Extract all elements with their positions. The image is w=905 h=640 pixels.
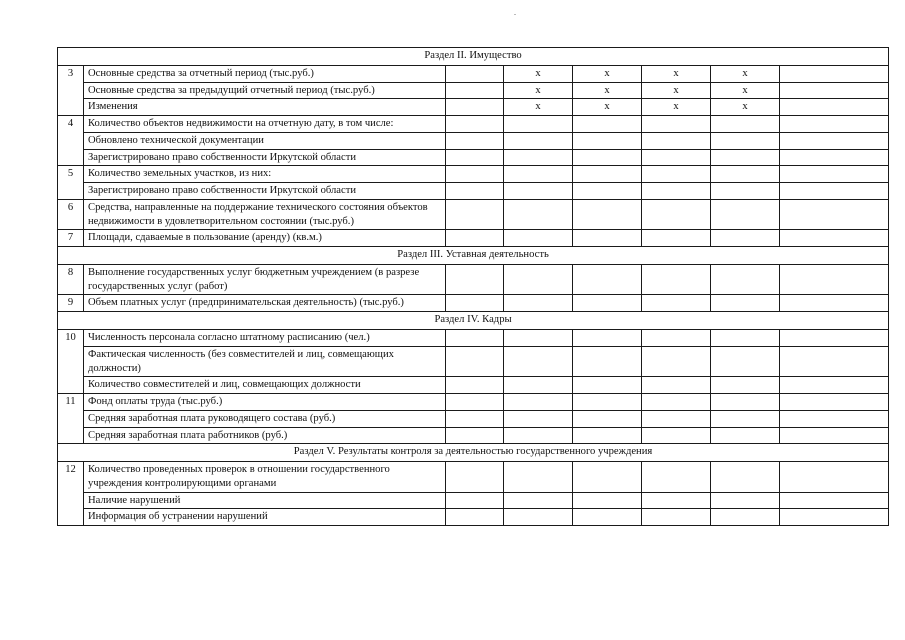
row-number: 10 [58,330,84,394]
value-cell [780,65,889,82]
scan-speck [514,14,516,15]
x-mark-cell: x [711,65,780,82]
value-cell [642,394,711,411]
value-cell [573,462,642,493]
value-cell [711,230,780,247]
value-cell [711,410,780,427]
value-cell [504,230,573,247]
row-number: 4 [58,116,84,166]
indicator-label: Количество земельных участков, из них: [84,166,446,183]
value-cell [780,116,889,133]
value-cell [711,330,780,347]
value-cell [573,183,642,200]
value-cell [573,346,642,377]
value-cell [573,149,642,166]
value-cell [504,410,573,427]
value-cell [504,330,573,347]
indicator-label: Объем платных услуг (предпринимательская деятельность) (тыс.руб.) [84,295,446,312]
value-cell [446,149,504,166]
value-cell [504,183,573,200]
value-cell [446,199,504,230]
table-row [58,65,889,82]
value-cell [504,295,573,312]
value-cell [780,166,889,183]
indicator-label: Выполнение государственных услуг бюджетным учреждением (в разрезе государственных услуг (работ) [84,264,446,295]
value-cell [780,149,889,166]
value-cell [446,330,504,347]
value-cell [780,264,889,295]
table-row [58,82,889,99]
value-cell [642,230,711,247]
value-cell [711,199,780,230]
value-cell [780,427,889,444]
table-row [58,377,889,394]
value-cell [573,377,642,394]
value-cell [504,492,573,509]
value-cell [573,394,642,411]
indicator-label: Обновлено технической документации [84,132,446,149]
x-mark-cell: x [504,99,573,116]
value-cell [780,132,889,149]
section-title: Раздел II. Имущество [58,48,889,66]
indicator-label: Основные средства за предыдущий отчетный период (тыс.руб.) [84,82,446,99]
value-cell [573,166,642,183]
value-cell [446,116,504,133]
value-cell [446,346,504,377]
value-cell [573,410,642,427]
value-cell [573,132,642,149]
value-cell [780,492,889,509]
value-cell [780,462,889,493]
value-cell [573,264,642,295]
section-header-row [58,247,889,265]
value-cell [504,199,573,230]
x-mark-cell: x [573,65,642,82]
table-body [58,48,889,526]
value-cell [780,230,889,247]
indicator-label: Зарегистрировано право собственности Иркутской области [84,149,446,166]
value-cell [642,295,711,312]
value-cell [711,462,780,493]
table-row [58,99,889,116]
value-cell [642,199,711,230]
table-row [58,116,889,133]
value-cell [711,295,780,312]
value-cell [504,509,573,526]
indicator-label: Основные средства за отчетный период (тыс.руб.) [84,65,446,82]
table-row [58,394,889,411]
value-cell [642,462,711,493]
value-cell [573,330,642,347]
value-cell [446,492,504,509]
table-row [58,295,889,312]
indicator-label: Количество проведенных проверок в отношении государственного учреждения контролирующими органами [84,462,446,493]
row-number: 12 [58,462,84,526]
section-header-row [58,48,889,66]
value-cell [642,116,711,133]
value-cell [504,264,573,295]
table-row [58,492,889,509]
value-cell [573,427,642,444]
value-cell [711,492,780,509]
value-cell [780,346,889,377]
x-mark-cell: x [642,82,711,99]
value-cell [446,410,504,427]
value-cell [642,264,711,295]
indicator-label: Изменения [84,99,446,116]
value-cell [446,132,504,149]
x-mark-cell: x [711,82,780,99]
table-row [58,509,889,526]
row-number: 6 [58,199,84,230]
indicator-label: Фактическая численность (без совместителей и лиц, совмещающих должности) [84,346,446,377]
value-cell [780,199,889,230]
value-cell [446,509,504,526]
report-table [57,47,889,526]
value-cell [711,346,780,377]
table-row [58,132,889,149]
table-row [58,264,889,295]
value-cell [642,410,711,427]
section-header-row [58,444,889,462]
table-row [58,410,889,427]
value-cell [446,394,504,411]
table-row [58,199,889,230]
value-cell [711,116,780,133]
value-cell [642,509,711,526]
section-title: Раздел III. Уставная деятельность [58,247,889,265]
value-cell [711,377,780,394]
value-cell [642,492,711,509]
value-cell [504,462,573,493]
value-cell [446,295,504,312]
section-header-row [58,312,889,330]
indicator-label: Наличие нарушений [84,492,446,509]
value-cell [573,116,642,133]
section-title: Раздел V. Результаты контроля за деятельностью государственного учреждения [58,444,889,462]
table-row [58,149,889,166]
value-cell [642,346,711,377]
table-row [58,462,889,493]
value-cell [780,99,889,116]
value-cell [504,377,573,394]
value-cell [711,166,780,183]
x-mark-cell: x [642,99,711,116]
value-cell [573,295,642,312]
value-cell [446,183,504,200]
value-cell [642,166,711,183]
value-cell [711,394,780,411]
x-mark-cell: x [711,99,780,116]
value-cell [711,149,780,166]
table-row [58,330,889,347]
value-cell [446,230,504,247]
value-cell [642,377,711,394]
indicator-label: Информация об устранении нарушений [84,509,446,526]
value-cell [642,149,711,166]
value-cell [780,394,889,411]
row-number: 8 [58,264,84,295]
value-cell [780,330,889,347]
row-number: 3 [58,65,84,115]
value-cell [780,295,889,312]
value-cell [504,427,573,444]
value-cell [642,132,711,149]
row-number: 7 [58,230,84,247]
value-cell [504,394,573,411]
value-cell [711,264,780,295]
value-cell [642,183,711,200]
x-mark-cell: x [573,99,642,116]
table-row [58,183,889,200]
x-mark-cell: x [573,82,642,99]
row-number: 5 [58,166,84,200]
section-title: Раздел IV. Кадры [58,312,889,330]
indicator-label: Средняя заработная плата работников (руб.) [84,427,446,444]
value-cell [711,132,780,149]
value-cell [504,166,573,183]
value-cell [446,264,504,295]
value-cell [780,183,889,200]
value-cell [573,230,642,247]
value-cell [573,509,642,526]
indicator-label: Фонд оплаты труда (тыс.руб.) [84,394,446,411]
value-cell [642,427,711,444]
indicator-label: Площади, сдаваемые в пользование (аренду) (кв.м.) [84,230,446,247]
table-row [58,230,889,247]
value-cell [446,462,504,493]
value-cell [780,377,889,394]
table-row [58,427,889,444]
value-cell [504,149,573,166]
value-cell [780,509,889,526]
indicator-label: Количество совместителей и лиц, совмещающих должности [84,377,446,394]
value-cell [780,82,889,99]
value-cell [573,199,642,230]
x-mark-cell: x [504,65,573,82]
value-cell [504,346,573,377]
value-cell [446,166,504,183]
indicator-label: Зарегистрировано право собственности Иркутской области [84,183,446,200]
indicator-label: Средства, направленные на поддержание технического состояния объектов недвижимости в удовлетворительном состоянии (тыс.руб.) [84,199,446,230]
row-number: 11 [58,394,84,444]
value-cell [446,377,504,394]
value-cell [446,65,504,82]
value-cell [504,116,573,133]
row-number: 9 [58,295,84,312]
value-cell [780,410,889,427]
value-cell [642,330,711,347]
value-cell [573,492,642,509]
x-mark-cell: x [504,82,573,99]
table-row [58,346,889,377]
value-cell [446,82,504,99]
table-row [58,166,889,183]
x-mark-cell: x [642,65,711,82]
indicator-label: Численность персонала согласно штатному расписанию (чел.) [84,330,446,347]
value-cell [446,427,504,444]
value-cell [504,132,573,149]
value-cell [446,99,504,116]
indicator-label: Средняя заработная плата руководящего состава (руб.) [84,410,446,427]
value-cell [711,509,780,526]
indicator-label: Количество объектов недвижимости на отчетную дату, в том числе: [84,116,446,133]
value-cell [711,183,780,200]
value-cell [711,427,780,444]
